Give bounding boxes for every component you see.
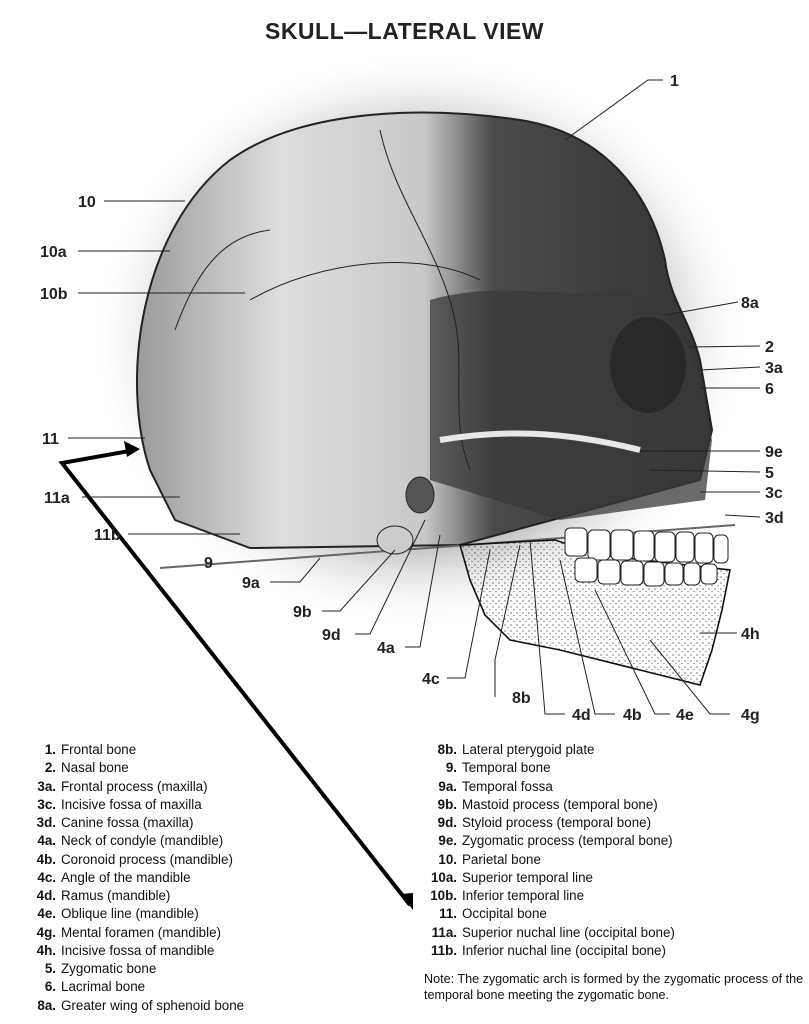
label-10b: 10b (40, 286, 68, 303)
legend-item: 3a. Frontal process (maxilla) (37, 778, 208, 794)
legend-item: 8b. Lateral pterygoid plate (437, 742, 595, 757)
label-8b: 8b (512, 690, 531, 707)
external-auditory-meatus (406, 477, 434, 513)
legend-item: 4b. Coronoid process (mandible) (36, 851, 233, 867)
label-4h: 4h (741, 626, 760, 643)
legend-item: 10b. Inferior temporal line (430, 888, 585, 903)
label-9b: 9b (293, 604, 312, 621)
legend-item: 11b. Inferior nuchal line (occipital bone) (430, 942, 666, 958)
legend-item: 11. Occipital bone (439, 906, 547, 922)
legend-item: 4d. Ramus (mandible) (36, 888, 171, 903)
legend-item: 6. Lacrimal bone (44, 979, 146, 995)
legend-item: 9. Temporal bone (445, 760, 551, 776)
face-region (430, 290, 712, 520)
label-4a: 4a (377, 640, 395, 657)
legend-item: 9d. Styloid process (temporal bone) (437, 815, 652, 830)
legend-item: 9a. Temporal fossa (438, 778, 553, 794)
label-4e: 4e (676, 707, 694, 724)
legend-item: 8a. Greater wing of sphenoid bone (37, 997, 245, 1013)
legend-item: 11a. Superior nuchal line (occipital bone) (431, 924, 675, 940)
label-3c: 3c (765, 485, 783, 502)
legend-left (10, 741, 244, 1015)
label-10a: 10a (40, 244, 67, 261)
label-11b: 11b (94, 527, 121, 544)
label-11a: 11a (44, 490, 70, 507)
label-8a: 8a (741, 295, 759, 312)
mastoid-process (377, 526, 413, 554)
legend-item: 4h. Incisive fossa of mandible (36, 942, 215, 958)
legend-item: 3c. Incisive fossa of maxilla (37, 796, 202, 812)
label-1: 1 (670, 73, 679, 90)
legend-item: 10a. Superior temporal line (430, 869, 593, 885)
label-3d: 3d (765, 510, 784, 527)
zygomatic-arch-note: Note: The zygomatic arch is formed by the zygomatic process of the temporal bone meeting the zygomatic bone. (424, 972, 804, 1002)
legend-item: 3d. Canine fossa (maxilla) (36, 815, 194, 830)
label-9e: 9e (765, 444, 783, 461)
legend-item: 4e. Oblique line (mandible) (37, 906, 199, 922)
legend-item: 4c. Angle of the mandible (37, 869, 191, 885)
legend-item: 9b. Mastoid process (temporal bone) (437, 796, 658, 812)
legend-item: 4a. Neck of condyle (mandible) (37, 833, 224, 849)
label-10: 10 (78, 194, 96, 211)
label-4g: 4g (741, 707, 760, 724)
label-11: 11 (42, 431, 59, 448)
label-4c: 4c (422, 671, 440, 688)
legend-item: 4g. Mental foramen (mandible) (36, 924, 222, 940)
legend-item: 5. Zygomatic bone (44, 961, 157, 976)
page-title: SKULL—LATERAL VIEW (264, 18, 545, 44)
legend-item: 1. Frontal bone (44, 742, 137, 757)
label-3a: 3a (765, 360, 783, 377)
label-9d: 9d (322, 627, 341, 644)
legend-item: 10. Parietal bone (438, 851, 541, 867)
label-6: 6 (765, 381, 774, 398)
legend-item: 2. Nasal bone (44, 760, 129, 776)
label-9a: 9a (242, 575, 260, 592)
label-2: 2 (765, 339, 774, 356)
orbit (610, 317, 686, 413)
label-4b: 4b (623, 707, 642, 724)
label-4d: 4d (572, 707, 591, 724)
label-5: 5 (765, 465, 774, 482)
legend-item: 9e. Zygomatic process (temporal bone) (438, 833, 673, 849)
legend-right (412, 741, 675, 960)
label-9: 9 (204, 555, 213, 572)
